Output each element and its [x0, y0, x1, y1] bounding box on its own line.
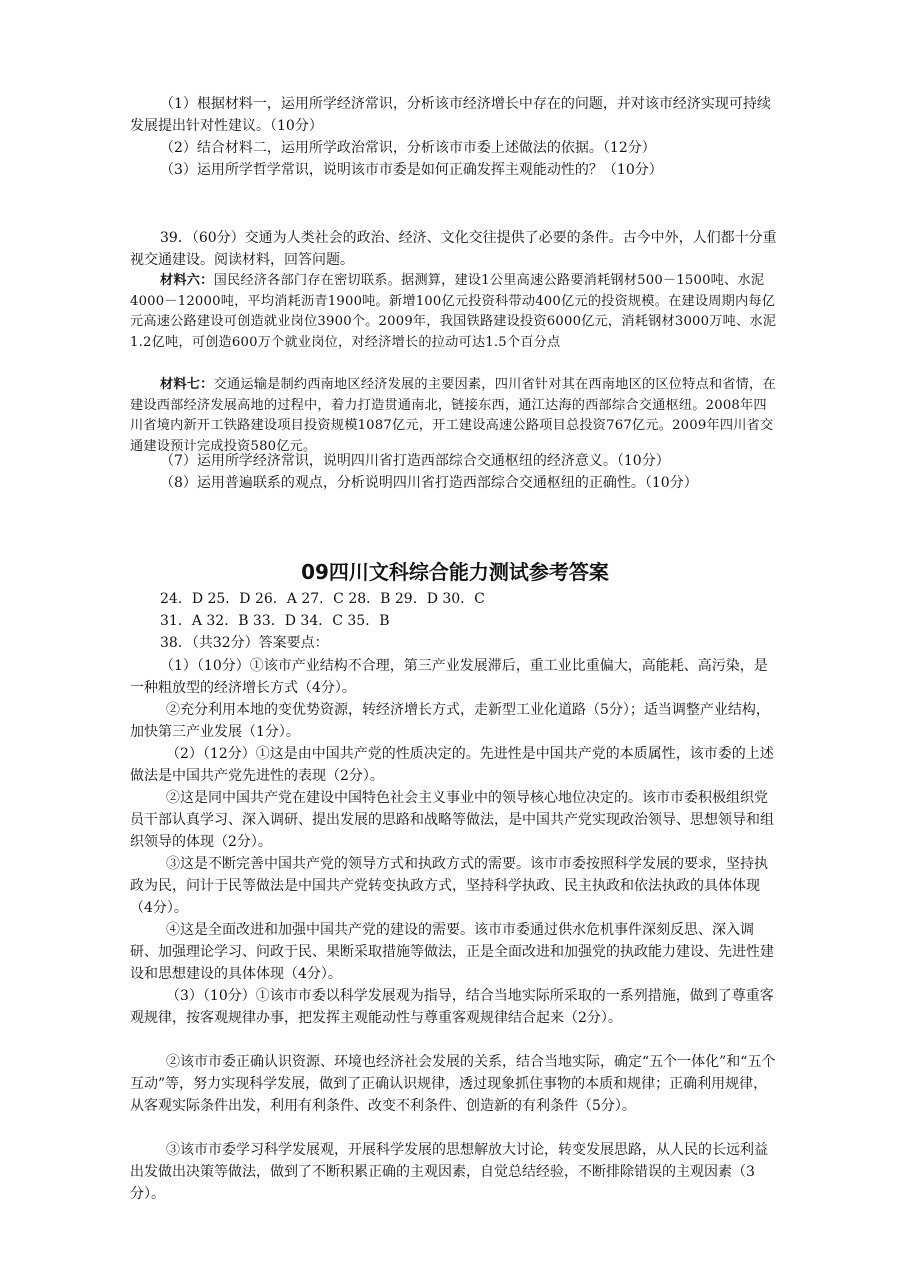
material-7-text: 交通运输是制约西南地区经济发展的主要因素，四川省针对其在西南地区的区位特点和省情，在建设西部经济发展高地的过程中，着力打造贯通南北，链接东西，通江达海的西部综合交通枢纽。2008年四川省境内新开工铁路建设项目投资规模1087亿元，开工建设高速公路项目总投资767亿元。2009年四川省交通建设预计完成投资580亿元。	[130, 377, 776, 454]
material-6	[130, 271, 780, 353]
question-39-intro: 39．（60分）交通为人类社会的政治、经济、文化交往提供了必要的条件。古今中外，人们都十分重视交通建设。阅读材料，回答问题。	[130, 230, 777, 268]
answer-38-3: （3）（10分）①该市市委以科学发展观为指导，结合当地实际所采取的一系列措施，做到了尊重客观规律，按客观规律办事，把发挥主观能动性与尊重客观规律结合起来（2分）。	[130, 988, 774, 1026]
material-6-label: 材料六：	[160, 273, 214, 288]
question-7: （7）运用所学经济常识，说明四川省打造西部综合交通枢纽的经济意义。（10分）	[160, 453, 670, 469]
answers-mc-line-1: 24．D 25．D 26．A 27．C 28．B 29．D 30．C	[160, 591, 485, 607]
question-38-heading: 38．（共32分）答案要点：	[160, 635, 329, 651]
answer-38-2c: ③这是不断完善中国共产党的领导方式和执政方式的需要。该市市委按照科学发展的要求，坚持执政为民，问计于民等做法是中国共产党转变执政方式，坚持科学执政、民主执政和依法执政的具体体现（4分）。	[130, 856, 768, 916]
answer-38-2: （2）（12分）①这是由中国共产党的性质决定的。先进性是中国共产党的本质属性，该市委的上述做法是中国共产党先进性的表现（2分）。	[130, 746, 774, 784]
material-6-text: 国民经济各部门存在密切联系。据测算，建设1公里高速公路要消耗钢材500－1500吨、水泥4000－12000吨，平均消耗沥青1900吨。新增100亿元投资科带动400亿元的投资规模。在建设周期内每亿元高速公路建设可创造就业岗位3900个。2009年，我国铁路建设投资6000亿元，消耗钢材3000万吨、水泥1.2亿吨，可创造600万个就业岗位，对经济增长的拉动可达1.5个百分点	[130, 273, 777, 350]
answer-38-1b: ②充分利用本地的变优势资源，转经济增长方式，走新型工业化道路（5分）；适当调整产业结构，加快第三产业发展（1分）。	[130, 702, 770, 740]
material-7	[130, 375, 780, 457]
material-7-label: 材料七：	[160, 377, 214, 392]
answer-38-1: （1）（10分）①该市产业结构不合理，第三产业发展滞后，重工业比重偏大，高能耗、高污染，是一种粗放型的经济增长方式（4分）。	[130, 658, 768, 696]
answer-38-2d: ④这是全面改进和加强中国共产党的建设的需要。该市市委通过供水危机事件深刻反思、深入调研、加强理论学习、问政于民、果断采取措施等做法，正是全面改进和加强党的执政能力建设、先进性建设和思想建设的具体体现（4分）。	[130, 922, 774, 982]
question-1: （1）根据材料一，运用所学经济常识，分析该市经济增长中存在的问题，并对该市经济实现可持续发展提出针对性建议。（10分）	[130, 96, 771, 134]
question-2: （2）结合材料二，运用所学政治常识，分析该市市委上述做法的依据。（12分）	[160, 140, 656, 156]
answer-38-3c: ③该市市委学习科学发展观，开展科学发展的思想解放大讨论，转变发展思路，从人民的长远利益出发做出决策等做法，做到了不断积累正确的主观因素，自觉总结经验，不断排除错误的主观因素（3分）。	[130, 1142, 768, 1202]
answer-title: 09四川文科综合能力测试参考答案	[301, 560, 609, 584]
question-3: （3）运用所学哲学常识，说明该市市委是如何正确发挥主观能动性的？（10分）	[160, 162, 663, 178]
answer-38-3b: ②该市市委正确认识资源、环境也经济社会发展的关系，结合当地实际，确定“五个一体化”和“五个互动”等，努力实现科学发展，做到了正确认识规律，透过现象抓住事物的本质和规律；正确利用规律，从客观实际条件出发，利用有利条件、改变不利条件、创造新的有利条件（5分）。	[130, 1054, 776, 1114]
answer-38-2b: ②这是同中国共产党在建设中国特色社会主义事业中的领导核心地位决定的。该市市委积极组织党员干部认真学习、深入调研、提出发展的思路和战略等做法，是中国共产党实现政治领导、思想领导和组织领导的体现（2分）。	[130, 790, 774, 850]
question-8: （8）运用普遍联系的观点，分析说明四川省打造西部综合交通枢纽的正确性。（10分）	[160, 475, 698, 491]
answers-mc-line-2: 31．A 32．B 33．D 34．C 35．B	[160, 613, 390, 629]
